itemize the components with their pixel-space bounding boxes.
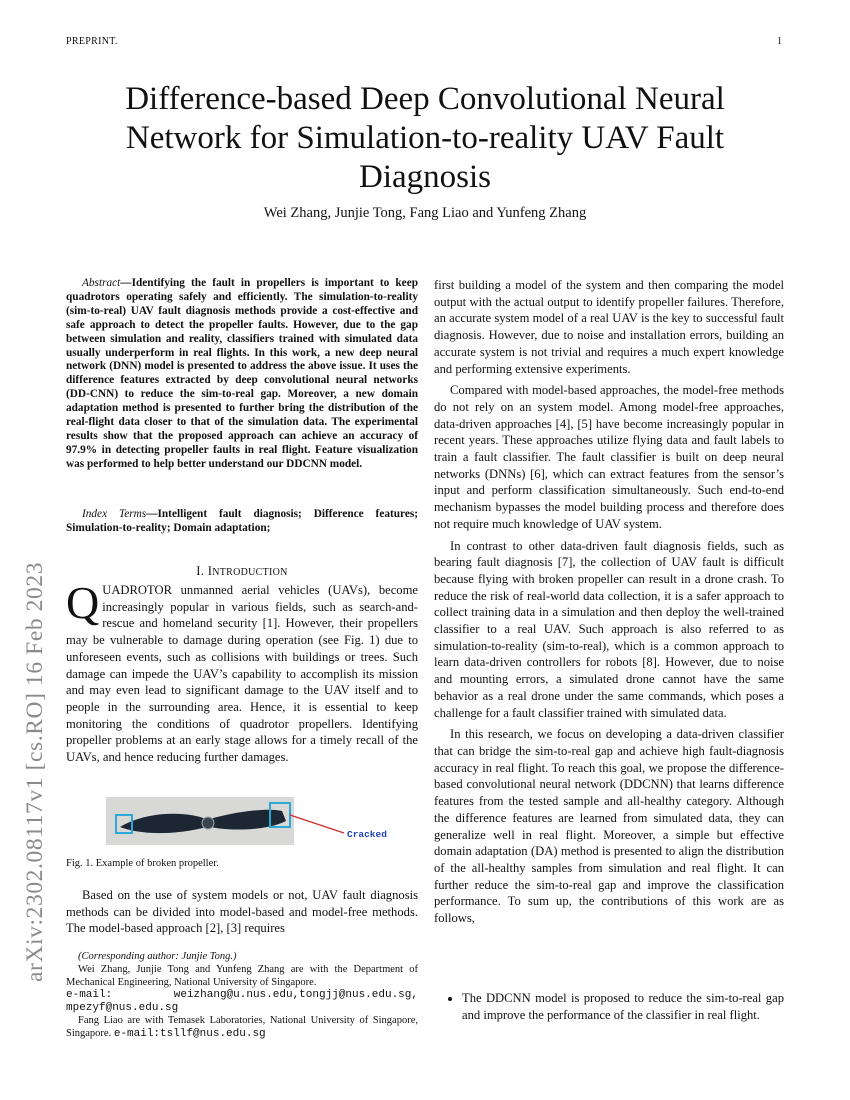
index-terms-text: —Intelligent fault diagnosis; Difference features; Simulation-to-reality; Domain adaptation;: [66, 508, 419, 534]
right-paragraph-4: In this research, we focus on developing a data-driven classifier that can bridge the sim-to-real gap and achieve high fault-diagnosis accuracy in real flight. To reach this goal, we propose the difference-based convolutional neural network (DDCNN) that learns difference features from the tested sample and all-healthy category. Although the difference features are learned from simulated data, they can generalize well in real flight. Moreover, a simple but effective domain adaptation (DA) method is presented to align the distribution of the all-healthy samples from simulation and real flight. It can further reduce the sim-to-real gap and improve the classification performance. To sum up, the contributions of this work are as follows,: [434, 727, 784, 926]
page-number: 1: [777, 36, 783, 47]
propeller-image: [106, 797, 396, 845]
email-1[interactable]: e-mail: weizhang@u.nus.edu,tongjj@nus.edu.sg, mpezyf@nus.edu.sg: [66, 989, 418, 1015]
propeller-hub: [202, 817, 214, 829]
right-paragraph-2: Compared with model-based approaches, the model-free methods do not rely on an system model. Among model-free approaches, data-driven approaches [4], [5] have become increasingly popular in recent years. These approaches utilize flying data and fault labels to train a fault classifier. The fault classifier is built on deep neural networks (DNNs) [6], which can extract features from the sensor’s input and perform classification simultaneously. Such end-to-end mechanism bypasses the model building process and therefore does not require much knowledge of UAV system.: [434, 383, 784, 531]
affiliation-1: Wei Zhang, Junjie Tong and Yunfeng Zhang are with the Department of Mechanical Engineering, National University of Singapore.: [66, 963, 418, 988]
contribution-list: [434, 990, 784, 1023]
figure-1: [106, 797, 396, 845]
section-title-rest: NTRODUCTION: [212, 567, 288, 578]
right-paragraph-3: In contrast to other data-driven fault diagnosis fields, such as bearing fault diagnosis [7], the collection of UAV fault is difficult because flying with broken propeller can result in a drone crash. To reduce the risk of real-world data collection, it is a safer approach to collect training data in a simulation and then deploy the well-trained classifier to a real UAV. Such approach is also referred to as simulation-to-reality (sim-to-real), which is a common approach to learn data-driven controllers for robots [8]. However, due to noise and mounting errors, a simulated drone cannot have the same behavior as a real drone under the same commands, which poses a challenge for a fault classifier trained with simulated data.: [434, 538, 784, 720]
paper-title: Difference-based Deep Convolutional Neural Network for Simulation-to-reality UAV Fault Diagnosis: [125, 81, 725, 195]
intro-paragraph-2: Based on the use of system models or not, UAV fault diagnosis methods can be divided into model-based and model-free methods. The model-based approach [2], [3] requires: [66, 888, 418, 936]
contribution-item: • The DDCNN model is proposed to reduce the sim-to-real gap and improve the performance of the classifier in real flight.: [462, 990, 784, 1023]
author-list: Wei Zhang, Junjie Tong, Fang Liao and Yunfeng Zhang: [263, 205, 587, 221]
affiliation-2: Fang Liao are with Temasek Laboratories, National University of Singapore, Singapore.: [66, 1014, 418, 1039]
figure-caption: Fig. 1. Example of broken propeller.: [66, 858, 219, 869]
abstract-text: —Identifying the fault in propellers is important to keep quadrotors operating safely and efficiently. The simulation-to-reality (sim-to-real) UAV fault diagnosis methods provide a cost-effective and safe approach to detect the propeller faults. However, due to the gap between simulation and reality, classifiers trained with simulated data usually underperform in real flights. In this work, a new deep neural network (DNN) model is presented to address the above issue. It uses the difference features extracted by deep convolutional neural networks (DD-CNN) to reduce the sim-to-real gap. Moreover, a new domain adaptation method is presented to further bring the distribution of the real-flight data closer to that of the simulation data. The experimental results show that the proposed approach can achieve an accuracy of 97.9% in detecting propeller faults in real flight. Feature visualization was performed to help better understand our DDCNN model.: [66, 277, 418, 470]
right-column: [434, 277, 784, 932]
abstract: [66, 277, 418, 472]
running-head: PREPRINT.: [66, 36, 118, 47]
abstract-label: Abstract: [82, 277, 121, 289]
footnote: [66, 951, 418, 1041]
section-title-cap: I: [207, 564, 213, 578]
crack-arrow: [290, 815, 344, 833]
intro-lead-word: UADROTOR: [102, 583, 172, 597]
email-2[interactable]: e-mail:tsllf@nus.edu.sg: [113, 1027, 266, 1040]
section-number: I.: [196, 564, 205, 578]
arxiv-stamp[interactable]: arXiv:2302.08117v1 [cs.RO] 16 Feb 2023: [22, 561, 48, 982]
index-terms-label: Index Terms: [82, 508, 147, 520]
section-heading: [66, 564, 418, 579]
drop-cap: Q: [66, 577, 100, 628]
right-paragraph-1: first building a model of the system and then comparing the model output with the actual output to identify propeller failures. Therefore, an accurate system model of a real UAV is the key to successful fault diagnosis. However, due to noise and installation errors, building an accurate system is not trivial and requires a much expert knowledge and performing extensive experiments.: [434, 278, 784, 376]
index-terms: [66, 508, 418, 536]
intro-text: unmanned aerial vehicles (UAVs), become increasingly popular in various fields, such as search-and-rescue and homeland security [1]. However, their propellers may be vulnerable to damage during operation (see Fig. 1) due to unforeseen events, such as collisions with buildings or trees. Such damage can impede the UAV’s capability to accomplish its mission and may even lead to significant damage to the UAV itself and to people in the surrounding area. Hence, it is essential to keep monitoring the conditions of quadrotor propellers. Identifying propeller problems at an early stage allows for a timely recall of the UAVs, and hence reducing further damages.: [66, 583, 418, 765]
intro-paragraph-1: [66, 577, 418, 766]
cracked-label: Cracked: [347, 829, 387, 840]
corresponding-author: (Corresponding author: Junjie Tong.): [78, 951, 237, 962]
